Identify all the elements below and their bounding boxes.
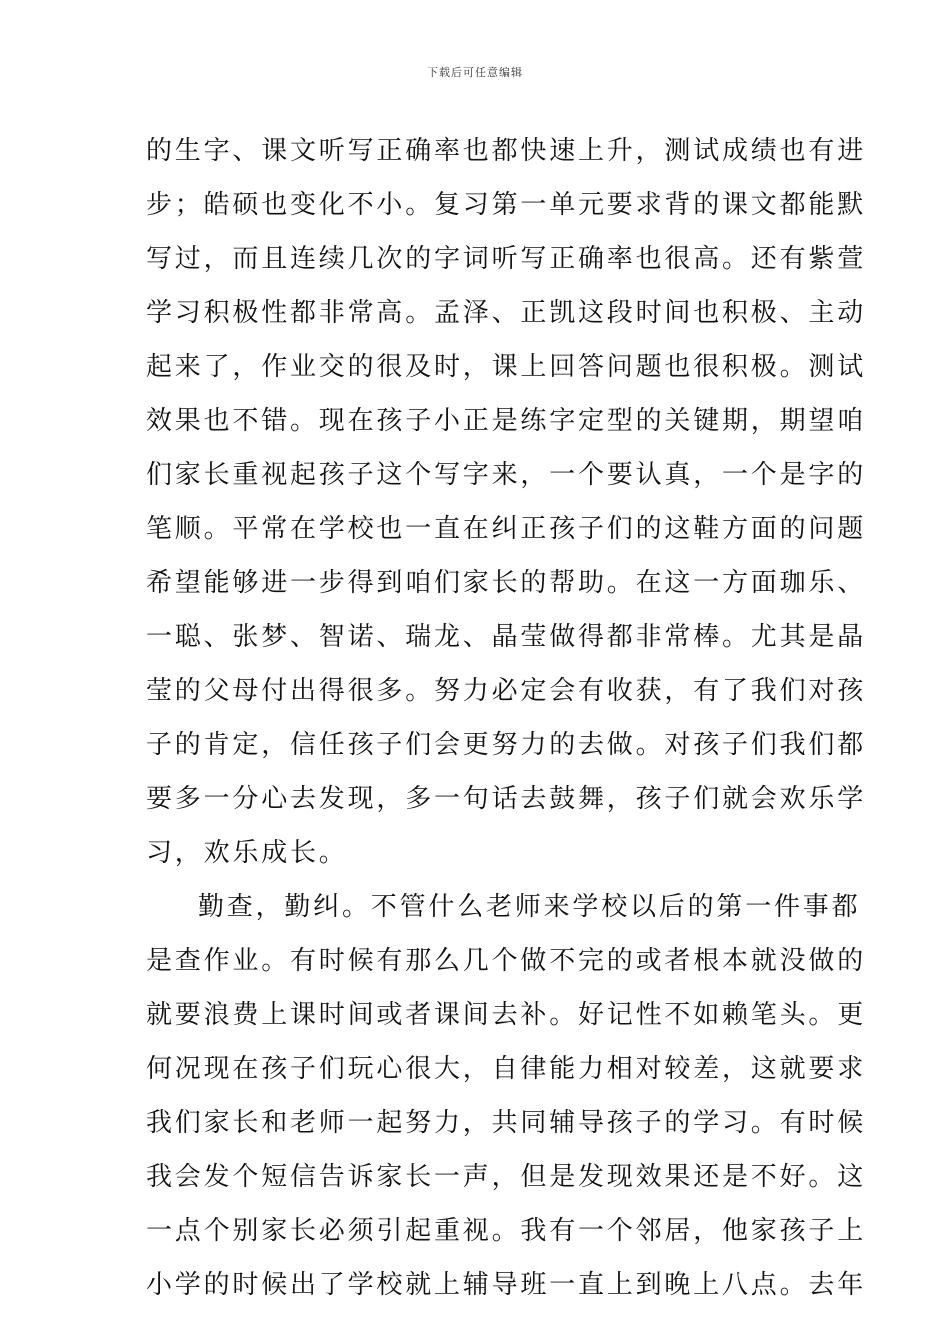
paragraph-1 — [146, 124, 867, 880]
text-line: 写过，而且连续几次的字词听写正确率也很高。还有紫萱 — [146, 244, 867, 274]
document-body — [146, 124, 867, 1312]
text-line: 习，欢乐成长。 — [146, 838, 348, 868]
text-line: 就要浪费上课时间或者课间去补。好记性不如赖笔头。更 — [146, 1000, 867, 1030]
text-line: 希望能够进一步得到咱们家长的帮助。在这一方面珈乐、 — [146, 568, 867, 598]
text-line: 一聪、张梦、智诺、瑞龙、晶莹做得都非常棒。尤其是晶 — [146, 622, 867, 652]
text-line: 起来了，作业交的很及时，课上回答问题也很积极。测试 — [146, 352, 867, 382]
text-line: 何况现在孩子们玩心很大，自律能力相对较差，这就要求 — [146, 1054, 867, 1084]
text-line: 步；皓硕也变化不小。复习第一单元要求背的课文都能默 — [146, 190, 867, 220]
text-line-indented: 勤查，勤纠。不管什么老师来学校以后的第一件事都 — [198, 892, 861, 922]
page-header: 下载后可任意编辑 — [427, 66, 523, 79]
text-line: 我会发个短信告诉家长一声，但是发现效果还是不好。这 — [146, 1162, 867, 1192]
paragraph-2 — [146, 880, 867, 1312]
text-line: 我们家长和老师一起努力，共同辅导孩子的学习。有时候 — [146, 1108, 867, 1138]
text-line: 的生字、课文听写正确率也都快速上升，测试成绩也有进 — [146, 136, 867, 166]
text-line: 效果也不错。现在孩子小正是练字定型的关键期，期望咱 — [146, 406, 867, 436]
text-line: 们家长重视起孩子这个写字来，一个要认真，一个是字的 — [146, 460, 867, 490]
text-line: 学习积极性都非常高。孟泽、正凯这段时间也积极、主动 — [146, 298, 867, 328]
text-line: 小学的时候出了学校就上辅导班一直上到晚上八点。去年 — [146, 1270, 867, 1300]
text-line: 笔顺。平常在学校也一直在纠正孩子们的这鞋方面的问题 — [146, 514, 867, 544]
text-line: 莹的父母付出得很多。努力必定会有收获，有了我们对孩 — [146, 676, 867, 706]
text-line: 子的肯定，信任孩子们会更努力的去做。对孩子们我们都 — [146, 730, 867, 760]
text-line: 要多一分心去发现，多一句话去鼓舞，孩子们就会欢乐学 — [146, 784, 867, 814]
text-line: 一点个别家长必须引起重视。我有一个邻居，他家孩子上 — [146, 1216, 867, 1246]
text-line: 是查作业。有时候有那么几个做不完的或者根本就没做的 — [146, 946, 867, 976]
